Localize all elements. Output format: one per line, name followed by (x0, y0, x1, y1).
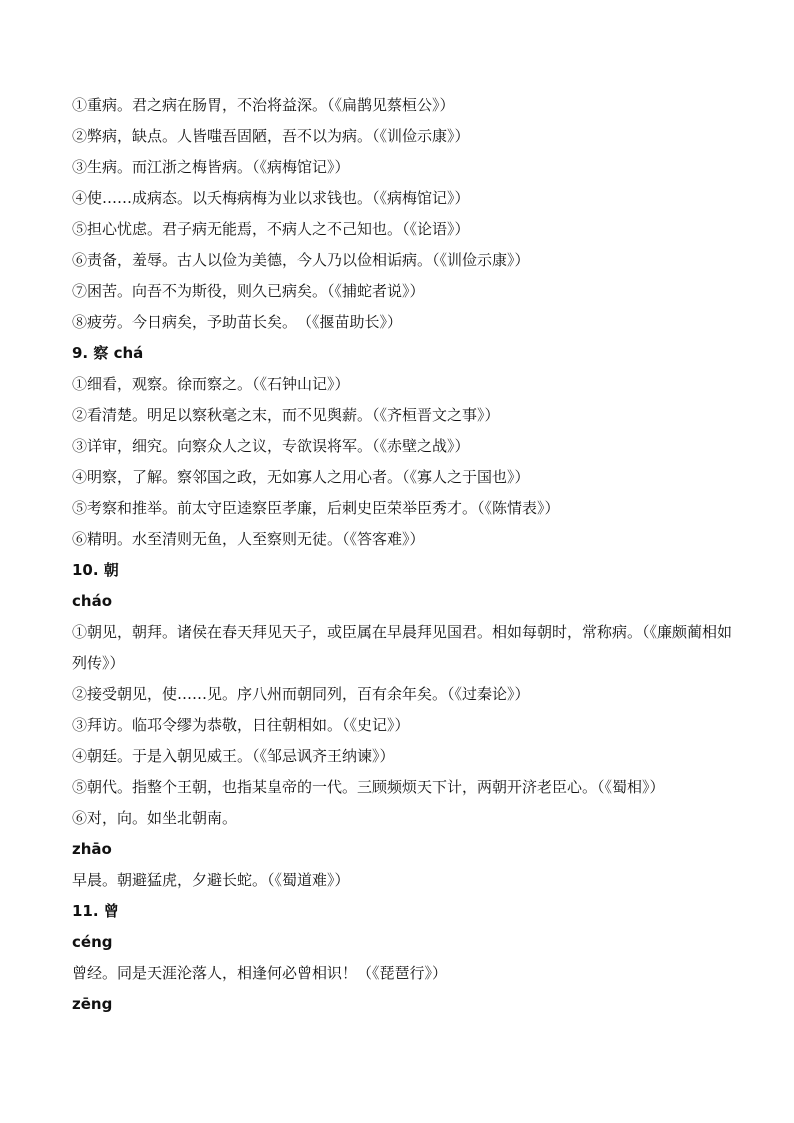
definition-line: ⑤考察和推举。前太守臣逵察臣孝廉，后刺史臣荣举臣秀才。（《陈情表》） (72, 499, 560, 517)
definition-line: ③详审，细究。向察众人之议，专欲误将军。（《赤壁之战》） (72, 437, 470, 455)
definition-line: ⑧疲劳。今日病矣，予助苗长矣。 （《揠苗助长》） (72, 313, 403, 331)
definition-line: ①细看，观察。徐而察之。（《石钟山记》） (72, 375, 350, 393)
definition-line: 早晨。朝避猛虎，夕避长蛇。（《蜀道难》） (72, 871, 350, 889)
definition-line: ③生病。而江浙之梅皆病。（《病梅馆记》） (72, 158, 350, 176)
definition-line: ⑤担心忧虑。君子病无能焉，不病人之不己知也。（《论语》） (72, 220, 470, 238)
definition-line: ①朝见，朝拜。诸侯在春天拜见天子，或臣属在早晨拜见国君。相如每朝时，常称病。（《廉颇蔺相如列传》） (72, 623, 733, 672)
definition-line: ⑤朝代。指整个王朝，也指某皇帝的一代。三顾频烦天下计，两朝开济老臣心。（《蜀相》） (72, 778, 665, 796)
pinyin-subheading: zēng (72, 995, 113, 1013)
pinyin-subheading: cháo (72, 592, 112, 610)
definition-line: ②弊病，缺点。人皆嗤吾固陋，吾不以为病。（《训俭示康》） (72, 127, 470, 145)
definition-line: ②看清楚。明足以察秋毫之末，而不见舆薪。（《齐桓晋文之事》） (72, 406, 500, 424)
definition-line: ⑥对，向。如坐北朝南。 (72, 809, 238, 827)
definition-line: ⑥责备，羞辱。古人以俭为美德，今人乃以俭相诟病。（《训俭示康》） (72, 251, 530, 269)
entry-heading: 11. 曾 (72, 902, 119, 920)
definition-line: ④明察，了解。察邻国之政，无如寡人之用心者。（《寡人之于国也》） (72, 468, 530, 486)
definition-line: ①重病。君之病在肠胃，不治将益深。（《扁鹊见蔡桓公》） (72, 96, 455, 114)
definition-line: ⑦困苦。向吾不为斯役，则久已病矣。（《捕蛇者说》） (72, 282, 425, 300)
definition-line: ③拜访。临邛令缪为恭敬，日往朝相如。（《史记》） (72, 716, 410, 734)
definition-line: ②接受朝见，使……见。序八州而朝同列，百有余年矣。（《过秦论》） (72, 685, 530, 703)
definition-line: ④使……成病态。以夭梅病梅为业以求钱也。（《病梅馆记》） (72, 189, 470, 207)
pinyin-subheading: zhāo (72, 840, 112, 858)
entry-heading: 9. 察 chá (72, 344, 144, 362)
definition-line: ⑥精明。水至清则无鱼，人至察则无徒。（《答客难》） (72, 530, 425, 548)
definition-line: 曾经。同是天涯沦落人，相逢何必曾相识！（《琵琶行》） (72, 964, 448, 982)
entry-heading: 10. 朝 (72, 561, 119, 579)
definition-line: ④朝廷。于是入朝见威王。（《邹忌讽齐王纳谏》） (72, 747, 395, 765)
pinyin-subheading: céng (72, 933, 113, 951)
